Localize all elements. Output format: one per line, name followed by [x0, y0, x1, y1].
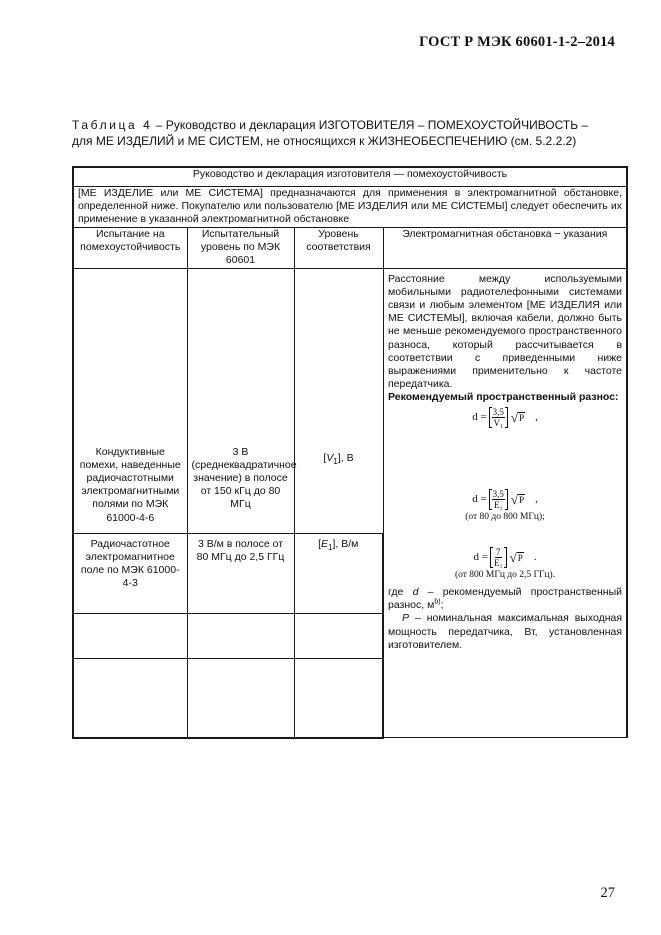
caption-line-1 — [72, 117, 624, 133]
empty-cell — [294, 658, 383, 738]
recommended-distance-label: Рекомендуемый пространственный разнос: — [388, 391, 619, 404]
radiated-test: Радиочастотное электромагнитное поле по МЭК 61000-4-3 — [73, 533, 187, 613]
caption-line-2: для МЕ ИЗДЕЛИЙ и МЕ СИСТЕМ, не относящихся к ЖИЗНЕОБЕСПЕЧЕНИЮ (см. 5.2.2.2) — [72, 134, 577, 148]
table-caption — [72, 117, 624, 149]
where-d-var: d — [412, 586, 419, 599]
formula1-fraction — [492, 407, 505, 428]
standard-header: ГОСТ Р МЭК 60601-1-2–2014 — [419, 34, 615, 50]
where-p-text: – номинальная максимальная выходная мощность передатчика, Вт, установленная изготовителем. — [388, 612, 623, 651]
formula2-den: E₁ — [493, 500, 503, 511]
formula3-tail: . — [533, 551, 537, 564]
header-environment: Электромагнитная обстановка − указания — [383, 228, 627, 269]
radiated-compliance-symbol: E — [321, 537, 329, 550]
formula3-arg: P — [517, 553, 523, 564]
table-note: [МЕ ИЗДЕЛИЕ или МЕ СИСТЕМА] предназначаются для применения в электромагнитной обстановке, определенной ниже. Покупателю или пользователю [МЕ ИЗДЕЛИЯ или МЕ СИСТЕМЫ] следует обеспечить их применение в указанной электромагнитной обстановке — [73, 187, 627, 228]
formula1-lhs: d = — [472, 411, 487, 424]
header-test: Испытание на помехоустойчивость — [73, 228, 187, 269]
environment-intro: Расстояние между используемыми мобильными радиотелефонными системами связи и любым элементом [МЕ ИЗДЕЛИЯ или МЕ СИСТЕМЫ], включая кабели, должно быть не меньше рекомендуемого пространственного разноса, который рассчитывается в соответствии с приведенными ниже выражениями применительно к частоте передатчика. — [388, 272, 623, 391]
where-p-var: P — [402, 612, 410, 625]
formula-radiated-low — [388, 489, 622, 511]
formula2-num: 3,5 — [492, 489, 504, 500]
formula2-range: (от 80 до 800 МГц); — [465, 511, 545, 522]
header-compliance: Уровень соответствия — [294, 228, 383, 269]
conducted-compliance-symbol: V — [326, 451, 334, 464]
empty-cell — [187, 658, 294, 738]
formula3-num: 7 — [496, 547, 501, 558]
table-title: Руководство и декларация изготовителя — помехоустойчивость — [73, 167, 627, 187]
formula1-tail: , — [535, 411, 538, 424]
formula3-den: E₁ — [493, 558, 503, 569]
formula2-bracket — [489, 489, 508, 510]
conducted-test: Кондуктивные помехи, наведенные радиочастотными электромагнитными полями по МЭК 61000-4-6 — [73, 268, 187, 533]
conducted-compliance: $[V_1]$, В — [294, 268, 383, 533]
where-p — [388, 612, 622, 674]
radiated-compliance: $[E_1]$, В/м — [294, 533, 383, 613]
conducted-level: 3 В (среднеквадратичное значение) в полосе от 150 кГц до 80 МГц — [187, 268, 294, 533]
formula1-den: V₁ — [493, 418, 504, 429]
formula3-fraction — [493, 547, 504, 568]
radiated-compliance-sub: 1 — [328, 542, 333, 552]
formula1-bracket — [489, 407, 508, 428]
caption-title: – Руководство и декларация ИЗГОТОВИТЕЛЯ – ПОМЕХОУСТОЙЧИВОСТЬ – — [152, 118, 589, 132]
where-d-footnote: b) — [434, 598, 441, 606]
formula1-arg: P — [519, 413, 525, 424]
radiated-compliance-unit: ], В/м — [332, 537, 359, 550]
formula3-bracket — [490, 547, 507, 568]
header-level: Испытательный уровень по МЭК 60601 — [187, 228, 294, 269]
where-d-text: – рекомендуемый пространственный разнос, м — [388, 586, 623, 612]
environment-guidance — [383, 268, 627, 738]
caption-label: Таблица 4 — [72, 118, 153, 132]
empty-cell — [294, 613, 383, 658]
empty-cell — [73, 613, 187, 658]
formula2-tail: , — [535, 493, 538, 506]
empty-cell — [73, 658, 187, 738]
formula2-sqrt: √ P — [510, 492, 525, 508]
formula-conducted — [388, 407, 622, 429]
radiated-level: 3 В/м в полосе от 80 МГц до 2,5 ГГц — [187, 533, 294, 613]
where-d-end: ; — [440, 599, 444, 612]
formula1-sqrt: √ P — [510, 410, 525, 426]
formula3-sqrt: √ P — [509, 550, 523, 566]
formula2-fraction — [492, 489, 505, 510]
formula2-arg: P — [519, 495, 525, 506]
where-d — [388, 586, 622, 612]
formula2-lhs: d = — [472, 493, 487, 506]
empty-cell — [187, 613, 294, 658]
formula3-range: (от 800 МГц до 2,5 ГГц). — [454, 569, 556, 580]
page-number: 27 — [600, 885, 615, 901]
conducted-compliance-sub: 1 — [333, 456, 338, 466]
formula3-lhs: d = — [473, 551, 488, 564]
formula1-num: 3,5 — [492, 407, 504, 418]
formula-radiated-high — [388, 547, 622, 569]
conducted-compliance-unit: ], В — [337, 451, 354, 464]
where-d-prefix: где — [388, 586, 413, 599]
immunity-table — [72, 166, 628, 739]
